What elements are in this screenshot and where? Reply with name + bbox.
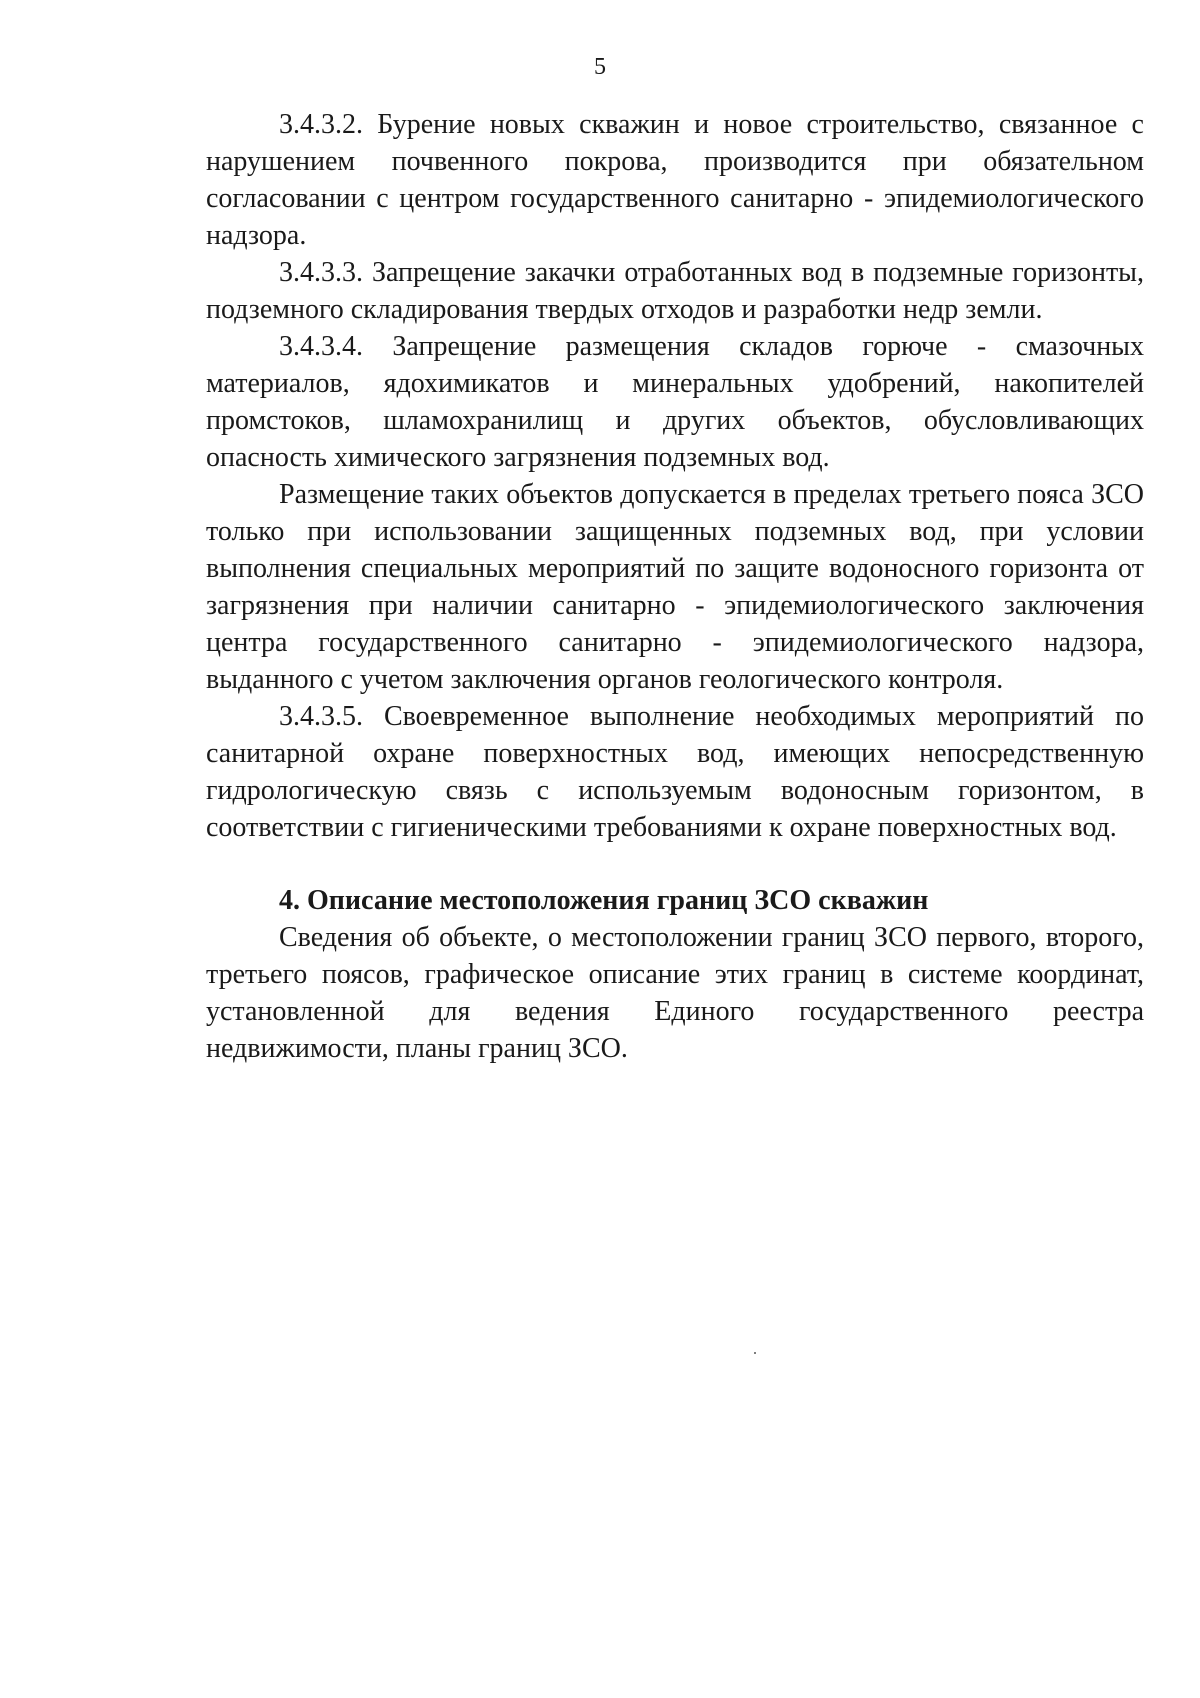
document-body — [206, 106, 1144, 1067]
paragraph-3-4-3-5: 3.4.3.5. Своевременное выполнение необходимых мероприятий по санитарной охране поверхностных вод, имеющих непосредственную гидрологическую связь с используемым водоносным горизонтом, в соответствии с гигиеническими требованиями к охране поверхностных вод. — [206, 701, 1144, 843]
section-heading: 4. Описание местоположения границ ЗСО скважин — [279, 885, 929, 916]
page-number: 5 — [594, 54, 606, 80]
section-4-paragraph: Сведения об объекте, о местоположении границ ЗСО первого, второго, третьего поясов, графическое описание этих границ в системе координат, установленной для ведения Единого государственного реестра недвижимости, планы границ ЗСО. — [206, 922, 1144, 1064]
paragraph-3-4-3-4: 3.4.3.4. Запрещение размещения складов горюче - смазочных материалов, ядохимикатов и минеральных удобрений, накопителей промстоков, шламохранилищ и других объектов, обусловливающих опасность химического загрязнения подземных вод. — [206, 331, 1144, 473]
scan-speck — [754, 1352, 756, 1354]
paragraph-3-4-3-2: 3.4.3.2. Бурение новых скважин и новое строительство, связанное с нарушением почвенного покрова, производится при обязательном согласовании с центром государственного санитарно - эпидемиологического надзора. — [206, 109, 1144, 251]
paragraph-placement-conditions: Размещение таких объектов допускается в пределах третьего пояса ЗСО только при использовании защищенных подземных вод, при условии выполнения специальных мероприятий по защите водоносного горизонта от загрязнения при наличии санитарно - эпидемиологического заключения центра государственного санитарно - эпидемиологического надзора, выданного с учетом заключения органов геологического контроля. — [206, 479, 1144, 695]
paragraph-3-4-3-3: 3.4.3.3. Запрещение закачки отработанных вод в подземные горизонты, подземного складирования твердых отходов и разработки недр земли. — [206, 257, 1144, 325]
section-4 — [206, 882, 1144, 1067]
